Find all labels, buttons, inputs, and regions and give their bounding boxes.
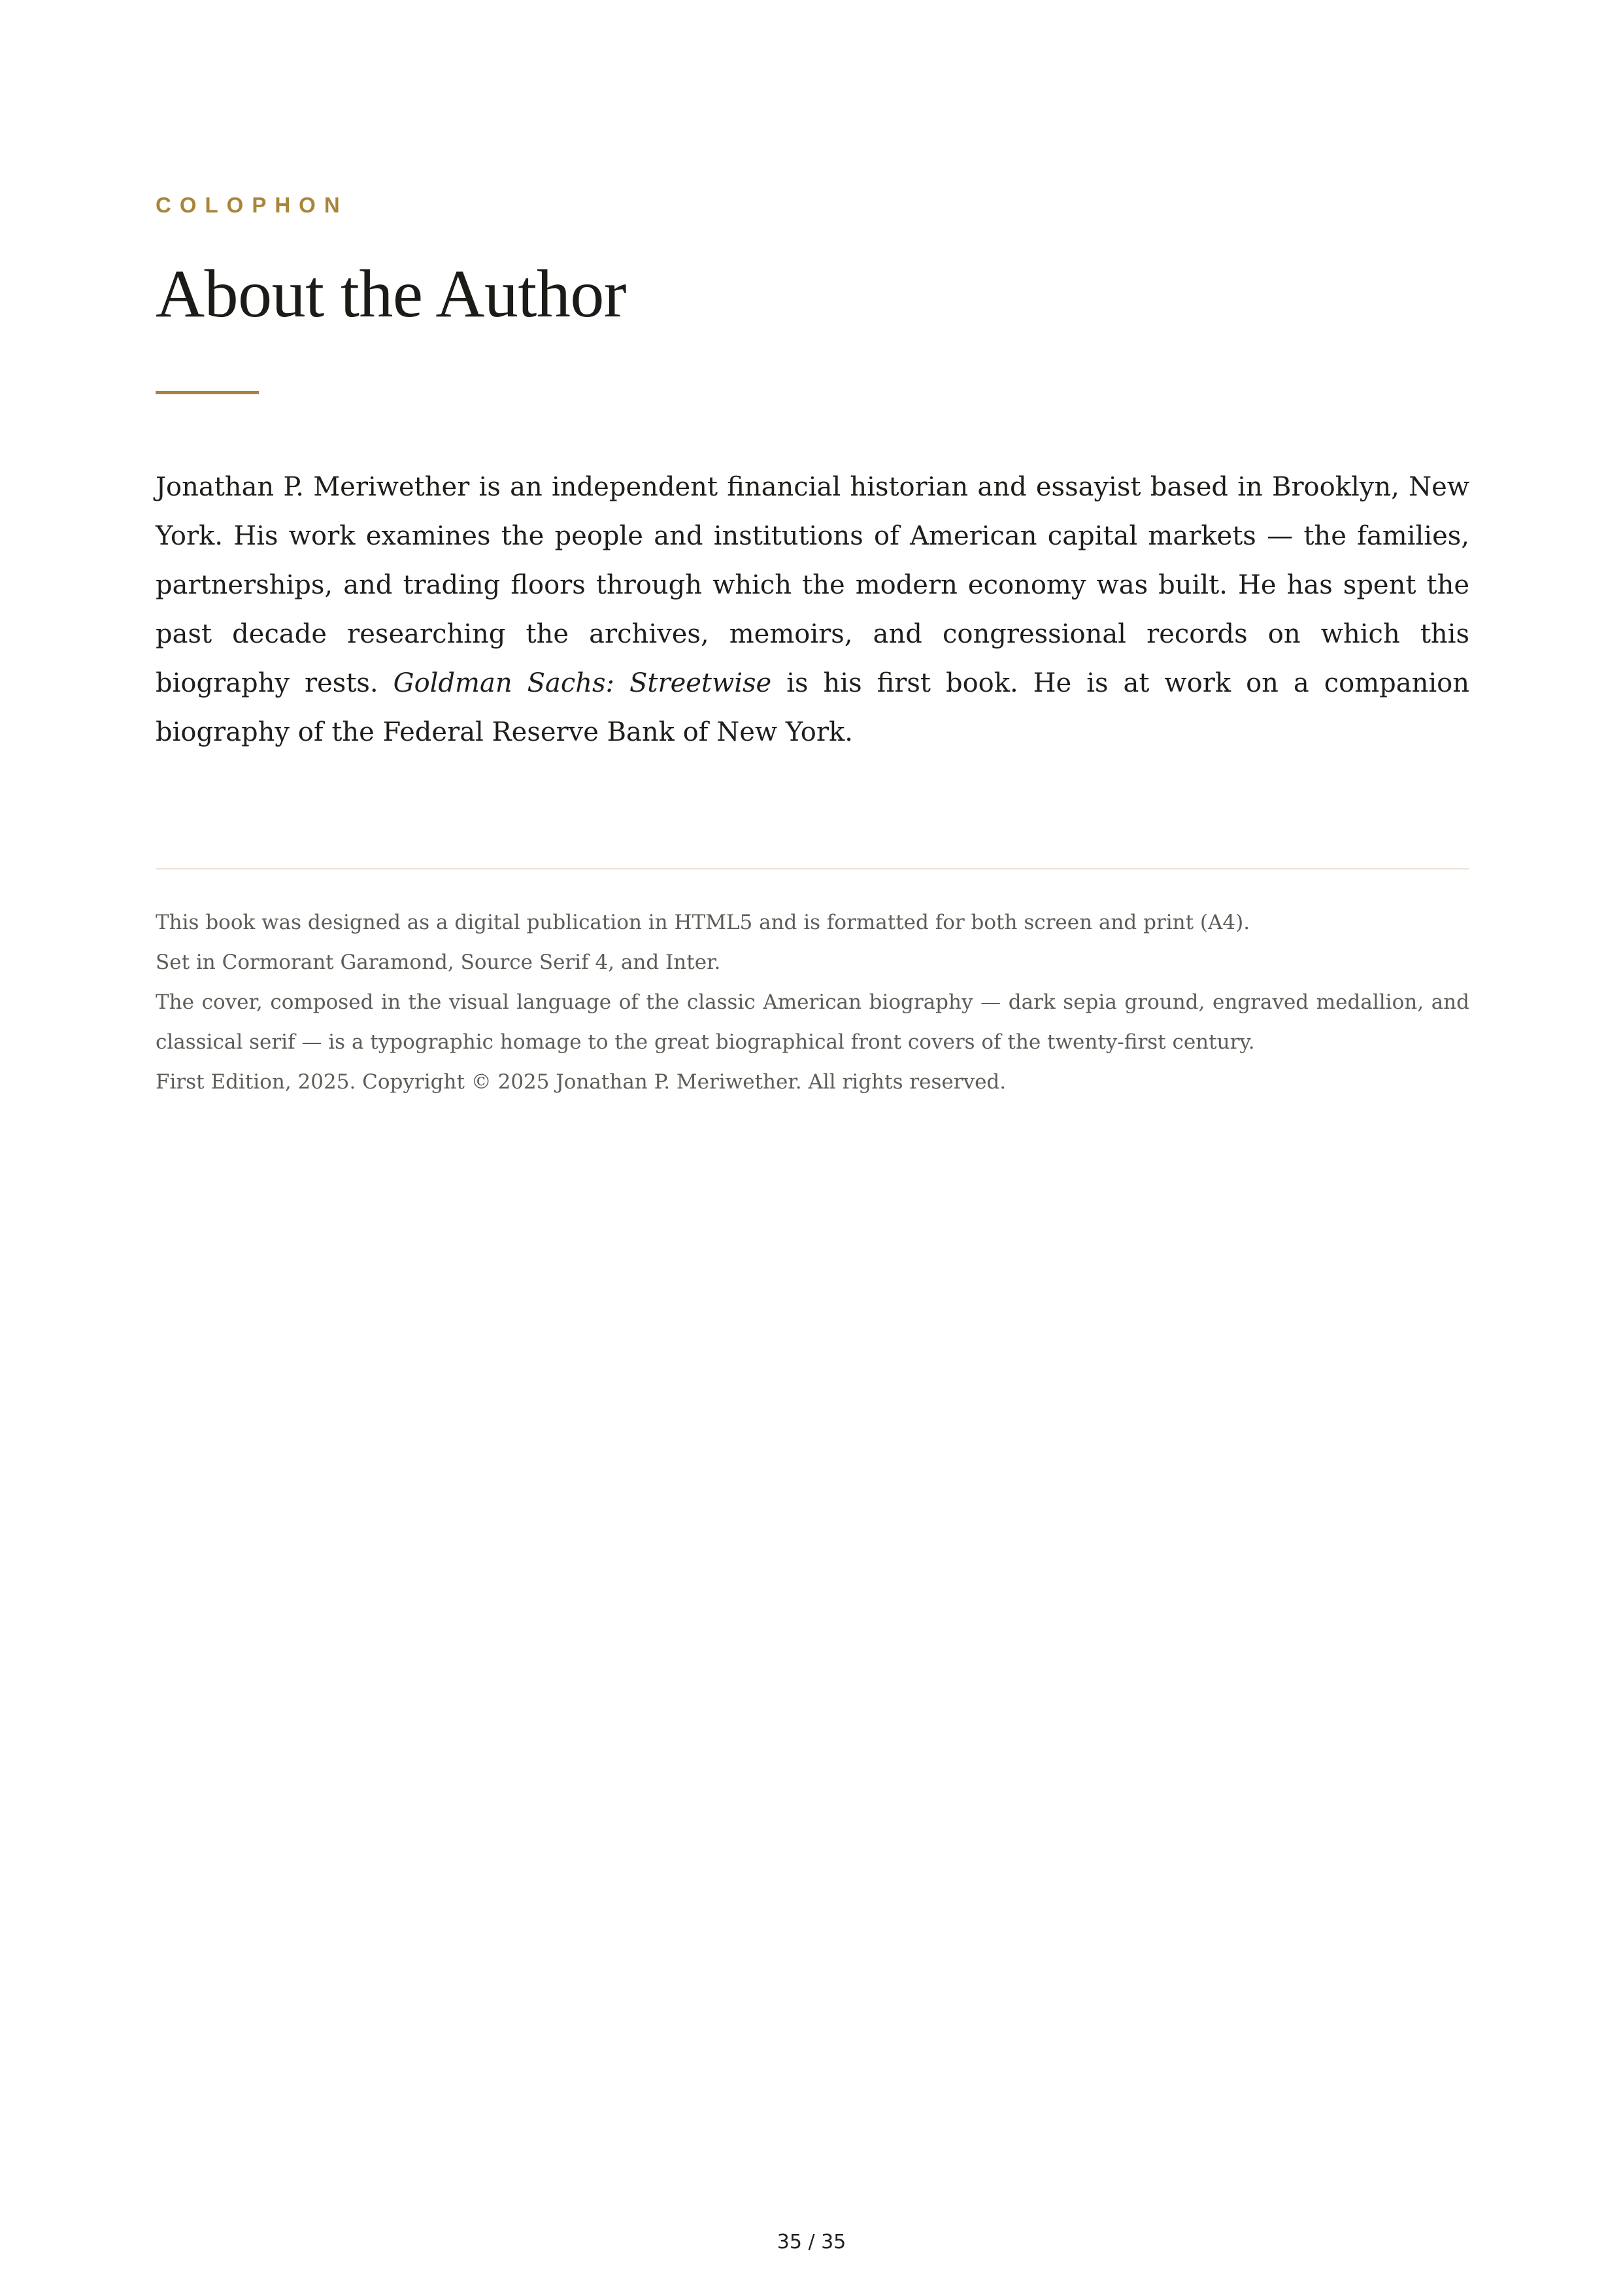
bio-text-part1: Jonathan P. Meriwether is an independent financial historian and essayist based in Brooklyn, New York. His work examines the people and institutions of American capital markets — the families, partnerships, and trading floors through which the modern economy was built. He has spent the past decade researching the archives, memoirs, and congressional records on which this biography rests. [156,472,1469,698]
author-bio [156,463,1469,757]
book-title: Goldman Sachs: Streetwise [393,668,772,698]
colophon-line-copyright: First Edition, 2025. Copyright © 2025 Jonathan P. Meriwether. All rights reserved. [156,1070,1007,1094]
page-title: About the Author [156,256,626,331]
bio-text-part2: is his first book. He is at work on a companion biography of the Federal Reserve Bank of New York. [156,668,1469,747]
colophon-line-typefaces: Set in Cormorant Garamond, Source Serif 4, and Inter. [156,951,721,974]
accent-rule [156,391,259,394]
colophon-line-cover: The cover, composed in the visual language of the classic American biography — dark sepia ground, engraved medallion, and classical serif — is a typographic homage to the great biographical front covers of the twenty-first century. [156,990,1469,1054]
colophon-notes [156,903,1469,1102]
colophon-line-format: This book was designed as a digital publication in HTML5 and is formatted for both screen and print (A4). [156,911,1250,934]
page-number: 35 / 35 [777,2231,846,2254]
section-divider [156,868,1469,869]
section-eyebrow: COLOPHON [156,193,348,217]
colophon-section [156,188,1469,1094]
